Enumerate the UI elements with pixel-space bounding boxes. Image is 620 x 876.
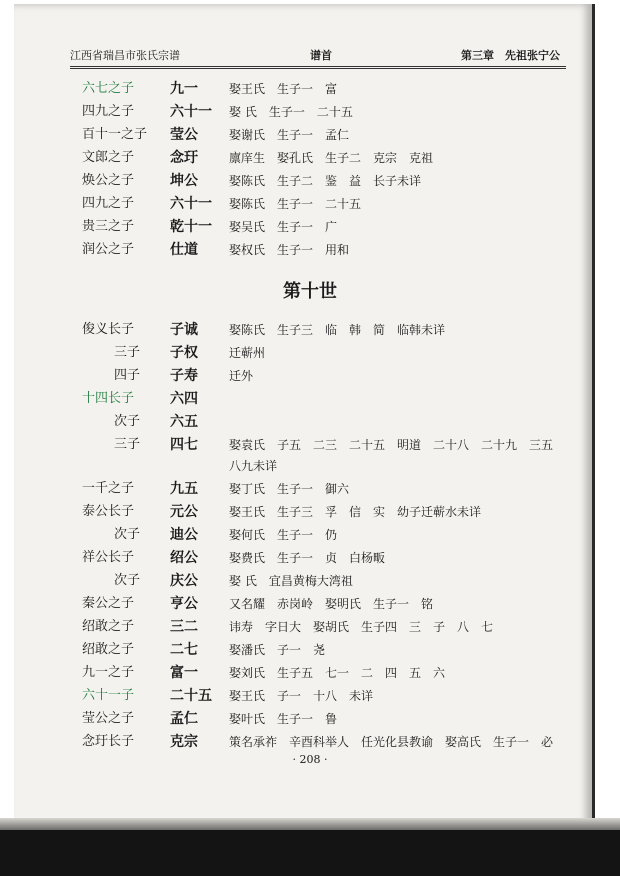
genealogy-row bbox=[0, 124, 620, 146]
genealogy-row bbox=[0, 570, 620, 592]
parent-label: 六七之子 bbox=[82, 81, 135, 96]
person-details: 娶费氏 生子一 贞 白杨畈 bbox=[229, 551, 386, 565]
genealogy-row bbox=[0, 216, 620, 238]
parent-label: 百十一之子 bbox=[82, 127, 148, 142]
person-details: 娶谢氏 生子一 孟仁 bbox=[229, 128, 350, 142]
genealogy-row bbox=[0, 147, 620, 169]
parent-label: 四子 bbox=[114, 368, 141, 383]
header-book-title: 江西省瑞昌市张氏宗谱 bbox=[70, 49, 180, 62]
person-details: 迁外 bbox=[229, 369, 254, 383]
header-chapter: 第三章 先祖张宁公 bbox=[461, 49, 560, 62]
person-name: 二七 bbox=[170, 642, 198, 658]
person-details: 娶丁氏 生子一 御六 bbox=[229, 482, 350, 496]
person-details: 讳寿 字日大 娶胡氏 生子四 三 子 八 七 bbox=[229, 620, 494, 634]
parent-label: 焕公之子 bbox=[82, 173, 135, 188]
person-name: 九一 bbox=[170, 81, 198, 97]
person-name: 乾十一 bbox=[170, 219, 212, 235]
parent-label: 六十一子 bbox=[82, 688, 135, 703]
parent-label: 三子 bbox=[114, 437, 141, 452]
page-number: · 208 · bbox=[292, 753, 328, 766]
person-name: 仕道 bbox=[170, 242, 198, 258]
person-name: 三二 bbox=[170, 619, 198, 635]
generation-heading: 第十世 bbox=[283, 281, 337, 302]
parent-label: 次子 bbox=[114, 414, 141, 429]
genealogy-row bbox=[0, 170, 620, 192]
person-name: 念玗 bbox=[170, 150, 198, 166]
genealogy-row bbox=[0, 193, 620, 215]
scan-background bbox=[0, 830, 620, 876]
person-name: 绍公 bbox=[170, 550, 198, 566]
person-name: 子寿 bbox=[170, 368, 198, 384]
person-details: 娶王氏 子一 十八 未详 bbox=[229, 689, 374, 703]
person-details: 娶陈氏 生子一 二十五 bbox=[229, 197, 362, 211]
genealogy-row bbox=[0, 319, 620, 341]
person-name: 六四 bbox=[170, 391, 198, 407]
genealogy-row bbox=[0, 434, 620, 456]
parent-label: 十四长子 bbox=[82, 391, 135, 406]
parent-label: 润公之子 bbox=[82, 242, 135, 257]
person-details: 娶 氏 宜昌黄梅大湾祖 bbox=[229, 574, 353, 588]
genealogy-row bbox=[0, 239, 620, 261]
person-details: 娶叶氏 生子一 鲁 bbox=[229, 712, 338, 726]
person-details: 策名承祚 辛酉科举人 任光化县教谕 娶高氏 生子一 必 bbox=[229, 735, 554, 749]
genealogy-row bbox=[0, 708, 620, 730]
parent-label: 次子 bbox=[114, 527, 141, 542]
genealogy-row bbox=[0, 411, 620, 433]
parent-label: 次子 bbox=[114, 573, 141, 588]
genealogy-row bbox=[0, 547, 620, 569]
person-name: 孟仁 bbox=[170, 711, 198, 727]
person-name: 迪公 bbox=[170, 527, 198, 543]
parent-label: 绍敢之子 bbox=[82, 642, 135, 657]
parent-label: 念玗长子 bbox=[82, 734, 135, 749]
person-details: 娶刘氏 生子五 七一 二 四 五 六 bbox=[229, 666, 446, 680]
parent-label: 俊义长子 bbox=[82, 322, 135, 337]
genealogy-row bbox=[0, 365, 620, 387]
genealogy-row bbox=[0, 501, 620, 523]
genealogy-row bbox=[0, 524, 620, 546]
parent-label: 一千之子 bbox=[82, 481, 135, 496]
parent-label: 贵三之子 bbox=[82, 219, 135, 234]
person-name: 九五 bbox=[170, 481, 198, 497]
person-details-continuation: 八九未详 bbox=[229, 459, 278, 473]
genealogy-row bbox=[0, 616, 620, 638]
person-name: 元公 bbox=[170, 504, 198, 520]
person-details: 娶王氏 生子一 富 bbox=[229, 82, 338, 96]
genealogy-row bbox=[0, 685, 620, 707]
person-details: 迁蕲州 bbox=[229, 346, 266, 360]
genealogy-row bbox=[0, 78, 620, 100]
running-header bbox=[70, 48, 560, 64]
parent-label: 三子 bbox=[114, 345, 141, 360]
header-section: 谱首 bbox=[310, 49, 332, 62]
header-rule bbox=[70, 66, 566, 69]
parent-label: 绍敢之子 bbox=[82, 619, 135, 634]
person-name: 六十一 bbox=[170, 196, 212, 212]
person-name: 莹公 bbox=[170, 127, 198, 143]
person-name: 富一 bbox=[170, 665, 198, 681]
genealogy-row bbox=[0, 342, 620, 364]
person-name: 坤公 bbox=[170, 173, 198, 189]
genealogy-row bbox=[0, 639, 620, 661]
genealogy-row bbox=[0, 731, 620, 753]
parent-label: 文郎之子 bbox=[82, 150, 135, 165]
genealogy-row bbox=[0, 478, 620, 500]
person-details: 廪庠生 娶孔氏 生子二 克宗 克祖 bbox=[229, 151, 434, 165]
person-details: 娶袁氏 子五 二三 二十五 明道 二十八 二十九 三五 bbox=[229, 438, 554, 452]
parent-label: 泰公长子 bbox=[82, 504, 135, 519]
person-details: 娶吴氏 生子一 广 bbox=[229, 220, 338, 234]
person-details: 娶 氏 生子一 二十五 bbox=[229, 105, 353, 119]
person-name: 六五 bbox=[170, 414, 198, 430]
genealogy-row bbox=[0, 101, 620, 123]
person-details: 又名耀 赤岗岭 娶明氏 生子一 铭 bbox=[229, 597, 434, 611]
person-details: 娶王氏 生子三 孚 信 实 幼子迁蕲水未详 bbox=[229, 505, 482, 519]
person-details: 娶陈氏 生子二 鉴 益 长子未详 bbox=[229, 174, 422, 188]
person-name: 子权 bbox=[170, 345, 198, 361]
person-name: 克宗 bbox=[170, 734, 198, 750]
parent-label: 四九之子 bbox=[82, 196, 135, 211]
person-name: 庆公 bbox=[170, 573, 198, 589]
genealogy-row bbox=[0, 662, 620, 684]
parent-label: 四九之子 bbox=[82, 104, 135, 119]
person-name: 四七 bbox=[170, 437, 198, 453]
person-name: 亨公 bbox=[170, 596, 198, 612]
person-name: 六十一 bbox=[170, 104, 212, 120]
parent-label: 莹公之子 bbox=[82, 711, 135, 726]
genealogy-row bbox=[0, 388, 620, 410]
person-details: 娶潘氏 子一 尧 bbox=[229, 643, 326, 657]
person-details: 娶权氏 生子一 用和 bbox=[229, 243, 350, 257]
parent-label: 秦公之子 bbox=[82, 596, 135, 611]
genealogy-row bbox=[0, 593, 620, 615]
person-name: 二十五 bbox=[170, 688, 212, 704]
person-details: 娶陈氏 生子三 临 韩 简 临韩未详 bbox=[229, 323, 446, 337]
parent-label: 祥公长子 bbox=[82, 550, 135, 565]
person-details: 娶何氏 生子一 仍 bbox=[229, 528, 338, 542]
person-name: 子诚 bbox=[170, 322, 198, 338]
parent-label: 九一之子 bbox=[82, 665, 135, 680]
